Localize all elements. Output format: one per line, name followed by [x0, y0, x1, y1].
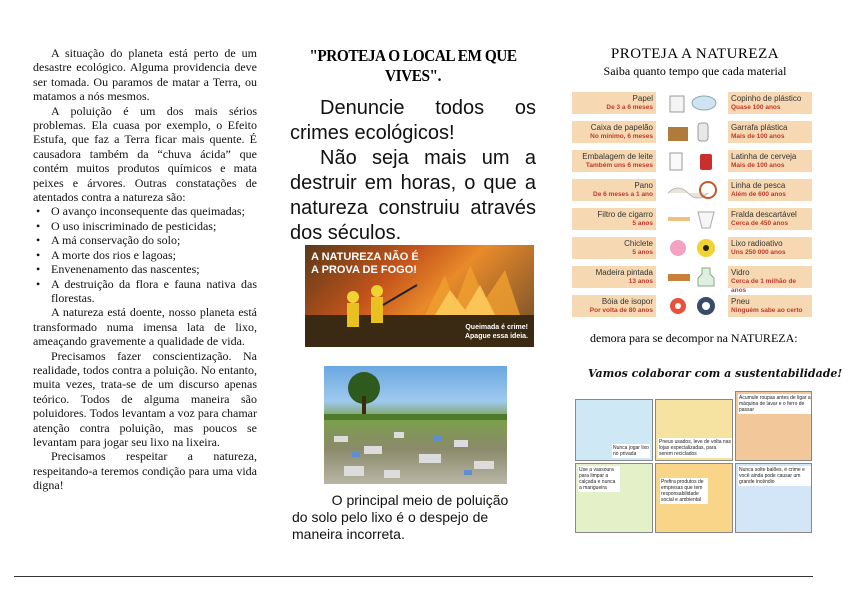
- wood-and-glass-icon: [664, 266, 720, 288]
- material-name: Caixa de papelão: [590, 123, 653, 132]
- decomposition-table: [572, 92, 812, 320]
- paragraph-respeitar: Precisamos respeitar a natureza, respeitando-a teremos condição para uma vida digna!: [33, 449, 257, 493]
- material-name: Lixo radioativo: [731, 239, 783, 248]
- buoy-and-tire-icon: [664, 295, 720, 317]
- comic-panel: [735, 463, 812, 533]
- paper-and-cup-icon: [664, 92, 720, 114]
- garbage-illustration: [324, 366, 507, 484]
- attacks-list: [33, 204, 257, 305]
- material-name: Pano: [634, 181, 653, 190]
- material-time: Uns 250 000 anos: [731, 249, 786, 256]
- material-time: Por volta de 80 anos: [589, 307, 653, 314]
- pollution-caption: [292, 492, 536, 543]
- table-row: [572, 295, 812, 319]
- table-row: [572, 266, 812, 294]
- material-name: Fralda descartável: [731, 210, 797, 219]
- nature-title: PROTEJA A NATUREZA: [610, 46, 780, 62]
- nature-subtitle: Saiba quanto tempo que cada material: [603, 64, 787, 78]
- material-time: Ninguém sabe ao certo: [731, 307, 803, 314]
- motto-heading: "PROTEJA O LOCAL EM QUE VIVES".: [309, 46, 517, 85]
- material-name: Copinho de plástico: [731, 94, 802, 103]
- table-row: [572, 208, 812, 232]
- sustainability-comic: [575, 391, 812, 533]
- material-time: 13 anos: [628, 278, 653, 285]
- caption-line: O principal meio de poluição: [331, 492, 509, 508]
- list-item: • A destruição da flora e fauna nativa das florestas.: [49, 277, 257, 306]
- material-time: Mais de 100 anos: [731, 133, 785, 140]
- cloth-and-line-icon: [664, 179, 720, 201]
- intro-column: [33, 46, 257, 493]
- material-name: Linha de pesca: [731, 181, 786, 190]
- material-name: Embalagem de leite: [582, 152, 653, 161]
- garbage-dump-photo: [324, 366, 507, 484]
- paragraph-poluicao: A poluição é um dos mais sérios problemas. Ela cuasa por exemplo, o Efeito Estufa, que faz a Terra ficar mais quente. É causadora também da “chuva ácida” que contém muitos produtos químicos e mata peixes e árvores. Outras constatações de atentados contra a natureza são:: [33, 103, 257, 205]
- comic-text: Prefira produtos de empresas que tem responsabilidade social e ambiental: [660, 478, 708, 504]
- gum-and-radioactive-icon: [664, 237, 720, 259]
- material-time: 5 anos: [632, 249, 653, 256]
- fire-caption-small: Queimada é crime! Apague essa ideia.: [464, 324, 528, 340]
- table-row: [572, 237, 812, 261]
- material-time: De 6 meses a 1 ano: [593, 191, 653, 198]
- table-row: [572, 92, 812, 116]
- list-item: • A má conservação do solo;: [49, 233, 257, 247]
- paragraph-conscientizacao: Precisamos fazer conscientização. Na realidade, todos contra a poluição. No entanto, muita vezes, trata-se de um discurso apenas teórico. Todos de alguma maneira são poluidores. Todos levantam a voz para chamar atenção contra poluição, mas poucos se levantam para jogar seu lixo na lixeira.: [33, 348, 257, 449]
- list-item: • Envenenamento das nascentes;: [49, 262, 257, 276]
- comic-panel: [655, 399, 733, 461]
- material-time: Também uns 6 meses: [585, 162, 653, 169]
- carton-and-can-icon: [664, 150, 720, 172]
- comic-panel: [575, 463, 653, 533]
- material-name: Madeira pintada: [595, 268, 653, 277]
- decomposition-column: [572, 46, 818, 79]
- comic-panel: [575, 399, 653, 461]
- material-time: Além de 600 anos: [731, 191, 786, 198]
- material-name: Papel: [632, 94, 653, 103]
- caption-line: maneira incorreta.: [292, 526, 405, 542]
- material-name: Latinha de cerveja: [731, 152, 797, 161]
- list-item: • A morte dos rios e lagoas;: [49, 248, 257, 262]
- paragraph-doente: A natureza está doente, nosso planeta está transformado numa imensa lata de lixo, ameaçando gravemente a qualidade de vida.: [33, 305, 257, 349]
- wildfire-photo: [305, 245, 534, 347]
- decomposition-footer: demora para se decompor na NATUREZA:: [590, 331, 798, 345]
- material-name: Bóia de isopor: [601, 297, 653, 306]
- box-and-bottle-icon: [664, 121, 720, 143]
- material-name: Filtro de cigarro: [597, 210, 653, 219]
- cigarette-and-diaper-icon: [664, 208, 720, 230]
- paragraph-situacao: A situação do planeta está perto de um desastre ecológico. Alguma providencia deve ser tomada. Ou paramos de matar a Terra, ou matamos a nós mesmos.: [33, 46, 257, 104]
- caption-line: do solo pelo lixo é o despejo de: [292, 509, 489, 525]
- material-time: De 3 a 6 meses: [606, 104, 653, 111]
- material-name: Chiclete: [624, 239, 653, 248]
- material-time: No mínimo, 6 meses: [590, 133, 653, 140]
- comic-text: Nunca jogar lixo no privada: [613, 445, 649, 457]
- comic-text: Pneus usados, leve de volta nas lojas especializadas, para serem reciclados: [659, 439, 731, 457]
- material-time: Quase 100 anos: [731, 104, 781, 111]
- slogan-denuncie: Denuncie todos os crimes ecológicos!: [290, 97, 536, 144]
- table-row: [572, 150, 812, 174]
- table-row: [572, 121, 812, 145]
- material-time: Cerca de 450 anos: [731, 220, 789, 227]
- fire-caption: A NATUREZA NÃO É A PROVA DE FOGO!: [311, 251, 419, 276]
- material-time: Mais de 100 anos: [731, 162, 785, 169]
- material-time: Cerca de 1 milhão de anos: [731, 278, 797, 294]
- slogan-destruir: Não seja mais um a destruir em horas, o que a natureza construiu através dos séculos.: [290, 147, 536, 244]
- material-name: Pneu: [731, 297, 750, 306]
- comic-text: Acumule roupas antes de ligar a máquina de lavar e o ferro de passar: [739, 395, 811, 413]
- comic-panel: [655, 463, 733, 533]
- slogan-text: [290, 96, 536, 246]
- comic-text: Nunca solte balões, é crime e você ainda pode causar um grande incêndio: [738, 466, 812, 486]
- list-item: • O avanço inconsequente das queimadas;: [49, 204, 257, 218]
- material-time: 5 anos: [632, 220, 653, 227]
- material-name: Garrafa plástica: [731, 123, 788, 132]
- table-row: [572, 179, 812, 203]
- comic-panel: [735, 391, 812, 461]
- list-item: • O uso iniscriminado de pesticidas;: [49, 219, 257, 233]
- bottom-rule: [14, 576, 813, 577]
- comic-text: Use a vassoura para limpar a calçada e nunca a mangueira: [578, 466, 620, 492]
- sustainability-heading: Vamos colaborar com a sustentabilidade!: [588, 367, 843, 380]
- material-name: Vidro: [731, 268, 750, 277]
- slogan-column: [290, 46, 536, 246]
